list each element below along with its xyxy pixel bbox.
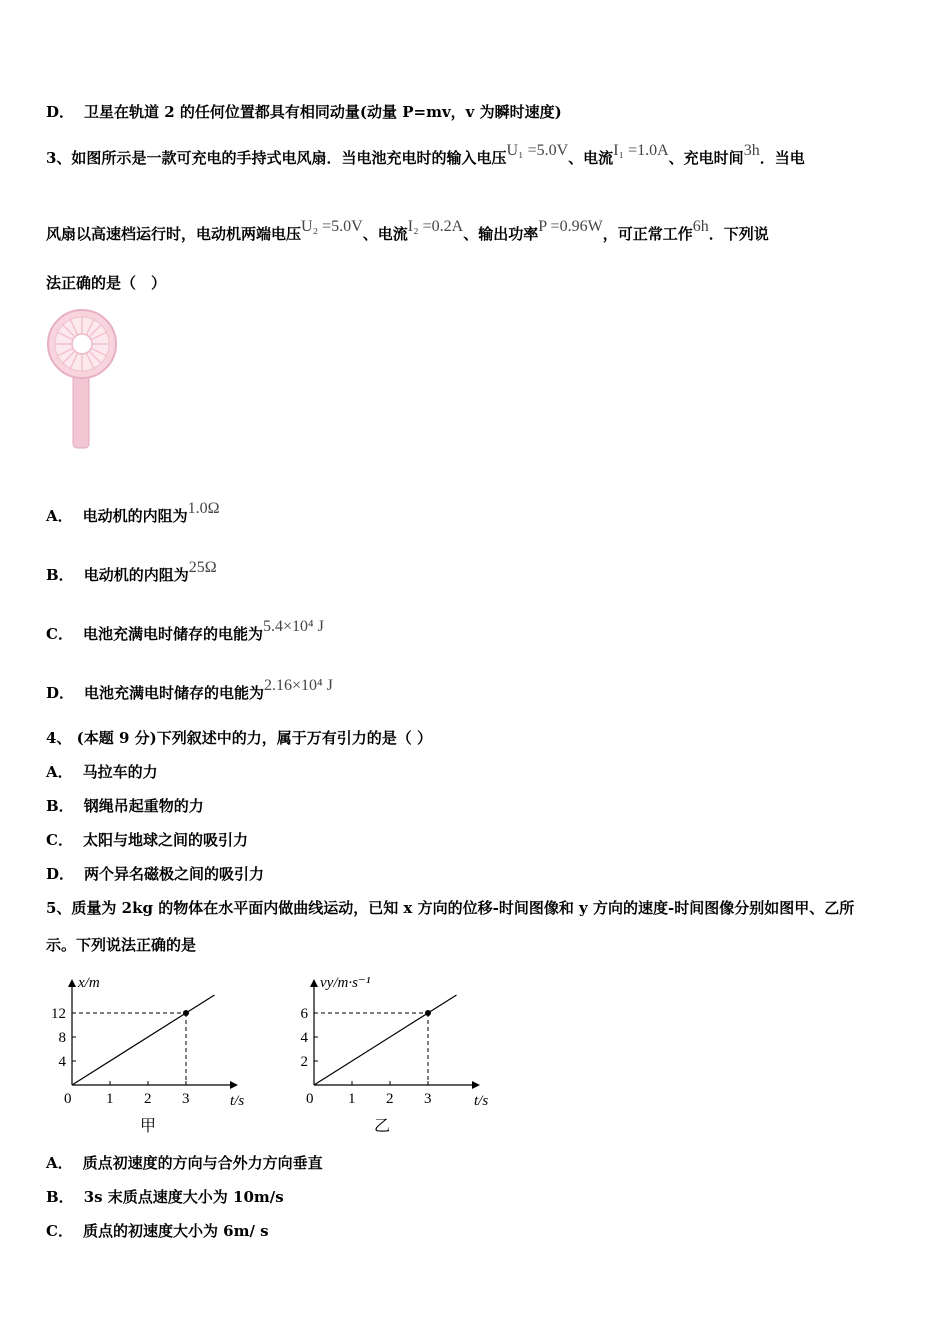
stem-text: 风扇以高速档运行时，电动机两端电压 xyxy=(46,225,302,243)
option-text: 太阳与地球之间的吸引力 xyxy=(82,831,248,849)
q4-option-c[interactable] xyxy=(46,830,248,850)
option-label: D． xyxy=(46,865,75,883)
x-tick-label: 1 xyxy=(348,1091,356,1107)
x-axis-arrow xyxy=(472,1081,480,1089)
option-text: 电动机的内阻为 xyxy=(83,566,189,584)
math-t2: 6h xyxy=(692,218,709,235)
option-label: C． xyxy=(46,1222,73,1240)
y-tick-label: 4 xyxy=(300,1030,308,1046)
data-point xyxy=(425,1010,431,1016)
q4-option-b[interactable] xyxy=(46,796,204,816)
math-i2: I₂ =0.2A xyxy=(407,218,464,235)
x-axis-arrow xyxy=(230,1081,238,1089)
q5-option-b[interactable] xyxy=(46,1187,284,1207)
option-value: 2.16×10⁴ J xyxy=(264,677,333,694)
q3-option-a[interactable] xyxy=(46,500,220,527)
q5-option-c[interactable] xyxy=(46,1221,269,1241)
option-text: 卫星在轨道 2 的任何位置都具有相同动量(动量 P=mv，v 为瞬时速度) xyxy=(84,103,562,121)
stem-text: 、充电时间 xyxy=(668,149,744,167)
y-axis-arrow xyxy=(68,979,76,987)
y-tick-label: 12 xyxy=(51,1006,66,1022)
option-value: 25Ω xyxy=(188,559,217,576)
option-label: B． xyxy=(46,566,74,584)
x-tick-label: 2 xyxy=(144,1091,152,1107)
q3-stem-line3: 法正确的是（ ） xyxy=(46,274,167,292)
math-p: P =0.96W xyxy=(538,218,603,235)
q4-option-d[interactable] xyxy=(46,864,264,884)
data-point xyxy=(183,1010,189,1016)
chart-title: 甲 xyxy=(140,1118,157,1135)
q5-option-a[interactable] xyxy=(46,1153,323,1173)
q4-option-a[interactable] xyxy=(46,762,158,782)
option-text: 质点的初速度大小为 6m/ s xyxy=(82,1222,269,1240)
handheld-fan-image xyxy=(46,308,122,450)
option-value: 1.0Ω xyxy=(187,500,220,517)
y-tick-label: 4 xyxy=(58,1054,66,1070)
option-text: 两个异名磁极之间的吸引力 xyxy=(84,865,265,883)
option-text: 3s 末质点速度大小为 10m/s xyxy=(83,1188,284,1206)
x-tick-label: 0 xyxy=(306,1091,314,1107)
x-axis-label: t/s xyxy=(230,1093,245,1109)
x-axis-label: t/s xyxy=(474,1093,489,1109)
stem-text: 、输出功率 xyxy=(463,225,539,243)
q5-stem-line2: 示。下列说法正确的是 xyxy=(46,936,197,954)
stem-text: ，可正常工作 xyxy=(602,225,693,243)
y-axis-label: vy/m·s⁻¹ xyxy=(320,975,371,991)
math-i1: I₁ =1.0A xyxy=(613,142,669,159)
option-text: 电池充满电时储存的电能为 xyxy=(84,684,265,702)
x-tick-label: 3 xyxy=(182,1091,190,1107)
option-label: B． xyxy=(46,797,74,815)
option-text: 电池充满电时储存的电能为 xyxy=(82,625,263,643)
q4-stem: 4、 (本题 9 分)下列叙述中的力，属于万有引力的是（ ） xyxy=(46,729,432,747)
stem-text: 、电流 xyxy=(568,149,614,167)
option-label: A． xyxy=(46,1154,73,1172)
x-tick-label: 3 xyxy=(424,1091,432,1107)
chart-title: 乙 xyxy=(374,1118,391,1135)
graph-jia xyxy=(40,965,270,1143)
option-label: A． xyxy=(46,507,73,525)
option-label: D． xyxy=(46,103,75,121)
series-line xyxy=(72,995,215,1085)
series-line xyxy=(314,995,457,1085)
option-value: 5.4×10⁴ J xyxy=(262,618,324,635)
q3-option-c[interactable] xyxy=(46,618,324,645)
y-tick-label: 6 xyxy=(300,1006,308,1022)
q5-stem-line1: 5、质量为 2kg 的物体在水平面内做曲线运动，已知 x 方向的位移-时间图像和 y 方向的速度-时间图像分别如图甲、乙所 xyxy=(46,899,855,917)
option-label: B． xyxy=(46,1188,74,1206)
y-axis-label: x/m xyxy=(78,975,100,991)
y-tick-label: 8 xyxy=(58,1030,66,1046)
x-tick-label: 2 xyxy=(386,1091,394,1107)
q3-option-d[interactable] xyxy=(46,677,333,704)
stem-text: ．当电 xyxy=(759,149,805,167)
stem-text: 3、如图所示是一款可充电的手持式电风扇．当电池充电时的输入电压 xyxy=(46,149,507,167)
stem-text: 、电流 xyxy=(362,225,408,243)
option-label: C． xyxy=(46,625,73,643)
option-text: 钢绳吊起重物的力 xyxy=(83,797,204,815)
option-text: 马拉车的力 xyxy=(82,763,158,781)
math-t1: 3h xyxy=(743,142,760,159)
y-axis-arrow xyxy=(310,979,318,987)
graph-yi xyxy=(282,965,512,1143)
q3-option-b[interactable] xyxy=(46,559,217,586)
math-u1: U₁ =5.0V xyxy=(506,142,569,159)
option-label: A． xyxy=(46,763,73,781)
stem-text: ．下列说 xyxy=(708,225,769,243)
q3-stem-line1 xyxy=(46,142,805,169)
option-label: C． xyxy=(46,831,73,849)
y-tick-label: 2 xyxy=(300,1054,308,1070)
q2-option-d xyxy=(46,102,562,122)
math-u2: U₂ =5.0V xyxy=(301,218,363,235)
x-tick-label: 0 xyxy=(64,1091,72,1107)
q3-stem-line2 xyxy=(46,218,769,245)
option-label: D． xyxy=(46,684,75,702)
x-tick-label: 1 xyxy=(106,1091,114,1107)
option-text: 电动机的内阻为 xyxy=(82,507,188,525)
option-text: 质点初速度的方向与合外力方向垂直 xyxy=(82,1154,323,1172)
